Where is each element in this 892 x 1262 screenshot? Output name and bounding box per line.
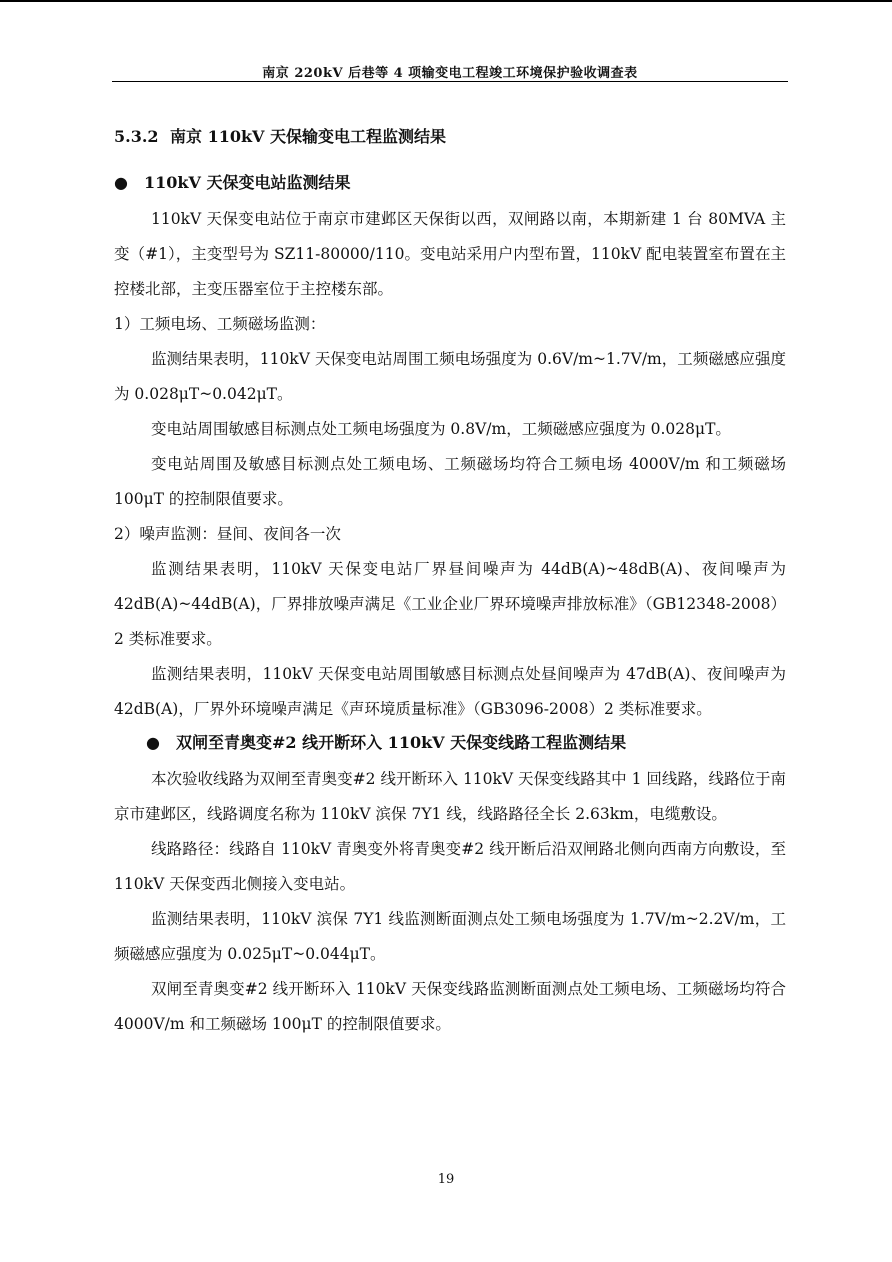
paragraph: 监测结果表明，110kV 天保变电站厂界昼间噪声为 44dB(A)~48dB(A)、夜间噪声为 42dB(A)~44dB(A)，厂界排放噪声满足《工业企业厂界环境噪声排放标准》（GB12348-2008）2 类标准要求。 xyxy=(114,560,786,648)
page-number: 19 xyxy=(437,1172,455,1187)
section-heading xyxy=(114,121,786,153)
section-title: 南京 110kV 天保输变电工程监测结果 xyxy=(170,127,447,146)
paragraph: 变电站周围及敏感目标测点处工频电场、工频磁场均符合工频电场 4000V/m 和工频磁场 100μT 的控制限值要求。 xyxy=(114,455,786,508)
header-rule xyxy=(112,81,788,82)
list-heading: 1）工频电场、工频磁场监测： xyxy=(114,315,326,333)
page-header-title: 南京 220kV 后巷等 4 项输变电工程竣工环境保护验收调查表 xyxy=(262,66,638,81)
paragraph: 本次验收线路为双闸至青奥变#2 线开断环入 110kV 天保变线路其中 1 回线路，线路位于南京市建邺区，线路调度名称为 110kV 滨保 7Y1 线，线路路径全长 2.63km，电缆敷设。 xyxy=(114,770,786,823)
paragraph: 变电站周围敏感目标测点处工频电场强度为 0.8V/m，工频磁感应强度为 0.028μT。 xyxy=(151,420,731,438)
list-heading: 2）噪声监测：昼间、夜间各一次 xyxy=(114,525,341,543)
subsection-heading-line xyxy=(114,727,786,759)
paragraph: 监测结果表明，110kV 滨保 7Y1 线监测断面测点处工频电场强度为 1.7V/m~2.2V/m，工频磁感应强度为 0.025μT~0.044μT。 xyxy=(114,910,786,963)
subsection-title: 双闸至青奥变#2 线开断环入 110kV 天保变线路工程监测结果 xyxy=(176,733,627,752)
paragraph: 监测结果表明，110kV 天保变电站周围敏感目标测点处昼间噪声为 47dB(A)、夜间噪声为 42dB(A)，厂界外环境噪声满足《声环境质量标准》（GB3096-2008）2 类标准要求。 xyxy=(114,665,786,718)
paragraph: 双闸至青奥变#2 线开断环入 110kV 天保变线路监测断面测点处工频电场、工频磁场均符合 4000V/m 和工频磁场 100μT 的控制限值要求。 xyxy=(114,980,786,1033)
subsection-title: 110kV 天保变电站监测结果 xyxy=(144,173,351,192)
bullet-icon: ● xyxy=(114,173,128,192)
subsection-heading-substation xyxy=(114,167,786,199)
paragraph: 线路路径：线路自 110kV 青奥变外将青奥变#2 线开断后沿双闸路北侧向西南方向敷设，至 110kV 天保变西北侧接入变电站。 xyxy=(114,840,786,893)
bullet-icon: ● xyxy=(146,733,160,752)
paragraph: 监测结果表明，110kV 天保变电站周围工频电场强度为 0.6V/m~1.7V/m，工频磁感应强度为 0.028μT~0.042μT。 xyxy=(114,350,786,403)
paragraph: 110kV 天保变电站位于南京市建邺区天保街以西，双闸路以南，本期新建 1 台 80MVA 主变（#1），主变型号为 SZ11-80000/110。变电站采用户内型布置，110kV 配电装置室布置在主控楼北部，主变压器室位于主控楼东部。 xyxy=(114,210,786,298)
document-body xyxy=(114,121,786,1042)
section-number: 5.3.2 xyxy=(114,127,159,146)
top-border-rule xyxy=(0,0,892,2)
